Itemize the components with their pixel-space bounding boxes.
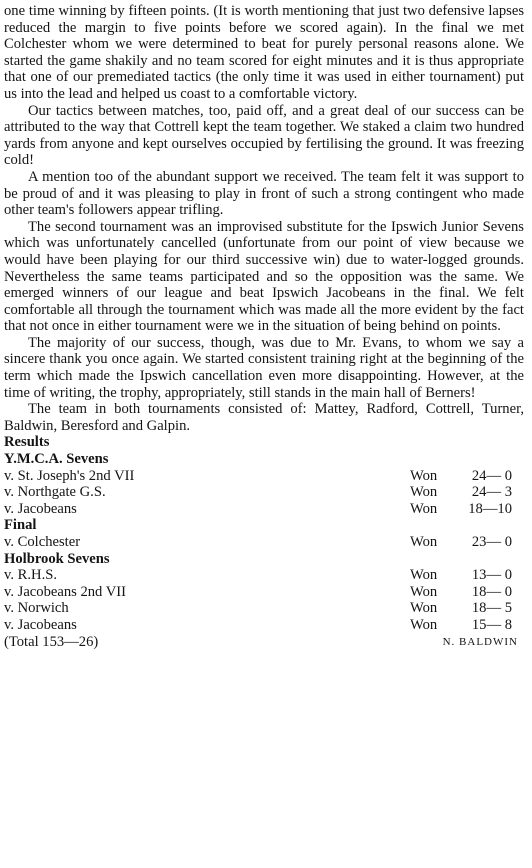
match-score: 23— 0 <box>471 534 512 550</box>
holbrook-sevens-heading: Holbrook Sevens <box>4 550 110 567</box>
opponent: v. St. Joseph's 2nd VII <box>4 467 135 484</box>
result-row <box>4 534 524 551</box>
match-score: 24— 0 <box>471 467 512 484</box>
match-result: Won <box>410 583 438 600</box>
opponent: v. Jacobeans <box>4 500 77 517</box>
match-score: 24— 3 <box>471 484 512 501</box>
match-result: Won <box>410 500 438 517</box>
result-row <box>4 600 524 617</box>
final-heading: Final <box>4 517 37 534</box>
opponent: v. Jacobeans 2nd VII <box>4 583 126 600</box>
paragraph-4: The second tournament was an improvised substitute for the Ipswich Junior Sevens which was unfortunately cancelled (unfortunate from our point of view because we would have been playing for our third successive win) due to water-logged grounds. Nevertheless the same teams participated and so the opposition was the same. We emerged winners of our league and beat Ipswich Jacobeans in the final. We felt comfortable all through the tournament which was made all the more evident by the fact that not once in either tournament were we in the situation of being behind on points. <box>4 218 524 335</box>
match-result: Won <box>410 567 438 584</box>
ymca-sevens-heading: Y.M.C.A. Sevens <box>4 451 109 468</box>
author-signature: N. BALDWIN <box>442 635 518 648</box>
match-result: Won <box>410 600 438 617</box>
paragraph-5: The majority of our success, though, was due to Mr. Evans, to whom we say a sincere thank you once again. We started consistent training right at the beginning of the term which made the Ipswich cancellation even more disappointing. However, at the time of writing, the trophy, appropriately, still stands in the main hall of Berners! <box>4 334 524 401</box>
paragraph-2: Our tactics between matches, too, paid off, and a great deal of our success can be attributed to the way that Cottrell kept the team together. We staked a claim two hundred yards from anyone and kept ourselves occupied by fertilising the ground. It was freezing cold! <box>4 102 524 169</box>
match-result: Won <box>410 484 438 501</box>
paragraph-1: one time winning by fifteen points. (It is worth mentioning that just two defensive lapses reduced the margin to five points before we scored again). In the final we met Colchester whom we were determined to beat for purely personal reasons alone. We started the game shakily and no team scored for eight minutes and it is thus appropriate that one of our premediated tactics (the only time it was used in either tournament) put us into the lead and helped us coast to a comfortable victory. <box>4 3 524 102</box>
opponent: v. Colchester <box>4 534 81 550</box>
opponent: v. Jacobeans <box>4 616 77 633</box>
opponent: v. Norwich <box>4 600 69 617</box>
match-score: 18— 5 <box>471 600 512 617</box>
paragraph-3: A mention too of the abundant support we received. The team felt it was support to be proud of and it was pleasing to play in front of such a strong contingent who made other team's followers appear trifling. <box>4 168 524 219</box>
result-row <box>4 567 524 584</box>
result-row <box>4 484 524 501</box>
results-heading: Results <box>4 434 50 451</box>
match-score: 13— 0 <box>471 567 512 584</box>
match-score: 15— 8 <box>471 616 512 633</box>
result-row <box>4 584 524 601</box>
paragraph-6: The team in both tournaments consisted of: Mattey, Radford, Cottrell, Turner, Baldwin, Beresford and Galpin. <box>4 401 524 434</box>
total-score: (Total 153—26) <box>4 633 99 650</box>
match-score: 18—10 <box>468 500 512 517</box>
total-line <box>4 634 524 651</box>
match-result: Won <box>410 616 438 633</box>
opponent: v. Northgate G.S. <box>4 484 106 501</box>
match-result: Won <box>410 467 438 484</box>
results-section <box>4 434 524 650</box>
match-score: 18— 0 <box>471 583 512 600</box>
result-row <box>4 501 524 518</box>
result-row <box>4 617 524 634</box>
result-row <box>4 468 524 485</box>
match-result: Won <box>410 534 438 550</box>
opponent: v. R.H.S. <box>4 567 57 584</box>
